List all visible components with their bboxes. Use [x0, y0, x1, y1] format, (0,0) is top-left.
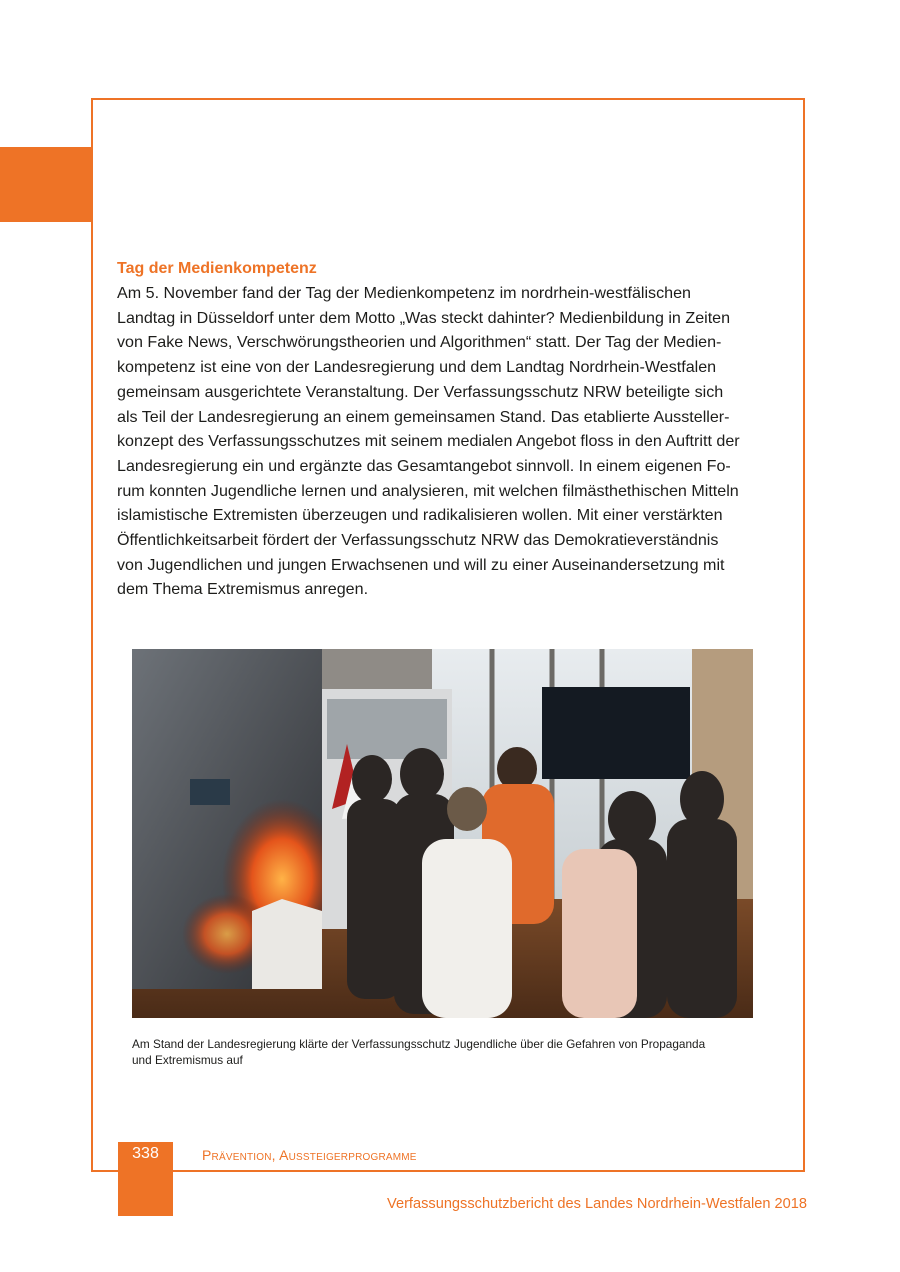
- event-photo-illustration: [132, 649, 753, 1018]
- caption-line: Am Stand der Landesregierung klärte der Verfassungsschutz Jugendliche über die Gefahren von Propaganda: [132, 1037, 706, 1051]
- photo-caption: [132, 1036, 772, 1068]
- body-line: als Teil der Landesregierung an einem gemeinsamen Stand. Das etablierte Aussteller-: [117, 407, 730, 426]
- body-line: gemeinsam ausgerichtete Veranstaltung. Der Verfassungsschutz NRW beteiligte sich: [117, 382, 724, 401]
- body-line: kompetenz ist eine von der Landesregierung und dem Landtag Nordrhein-Westfalen: [117, 358, 717, 377]
- body-line: islamistische Extremisten überzeugen und radikalisieren wollen. Mit einer verstärkten: [117, 506, 723, 525]
- body-line: rum konnten Jugendliche lernen und analysieren, mit welchen filmästhethischen Mitteln: [117, 481, 739, 500]
- body-line: Landtag in Düsseldorf unter dem Motto „Was steckt dahinter? Medienbildung in Zeiten: [117, 308, 731, 327]
- body-paragraph: [117, 281, 789, 602]
- body-line: von Jugendlichen und jungen Erwachsenen und will zu einer Auseinandersetzung mit: [117, 555, 725, 574]
- page-number: 338: [132, 1145, 159, 1162]
- caption-line: und Extremismus auf: [132, 1053, 243, 1067]
- side-tab-marker: [0, 147, 92, 222]
- body-line: von Fake News, Verschwörungstheorien und Algorithmen“ statt. Der Tag der Medien-: [117, 333, 722, 352]
- body-line: Öffentlichkeitsarbeit fördert der Verfassungsschutz NRW das Demokratieverständnis: [117, 531, 719, 550]
- body-line: Landesregierung ein und ergänzte das Gesamtangebot sinnvoll. In einem eigenen Fo-: [117, 456, 731, 475]
- section-heading: Tag der Medienkompetenz: [117, 260, 317, 277]
- body-line: dem Thema Extremismus anregen.: [117, 580, 369, 599]
- section-label: Prävention, Aussteigerprogramme: [202, 1147, 417, 1163]
- event-photo: [132, 649, 753, 1018]
- body-line: Am 5. November fand der Tag der Medienkompetenz im nordrhein-westfälischen: [117, 284, 691, 302]
- body-line: konzept des Verfassungsschutzes mit seinem medialen Angebot floss in den Auftritt der: [117, 432, 740, 451]
- report-footer: Verfassungsschutzbericht des Landes Nordrhein-Westfalen 2018: [387, 1196, 807, 1212]
